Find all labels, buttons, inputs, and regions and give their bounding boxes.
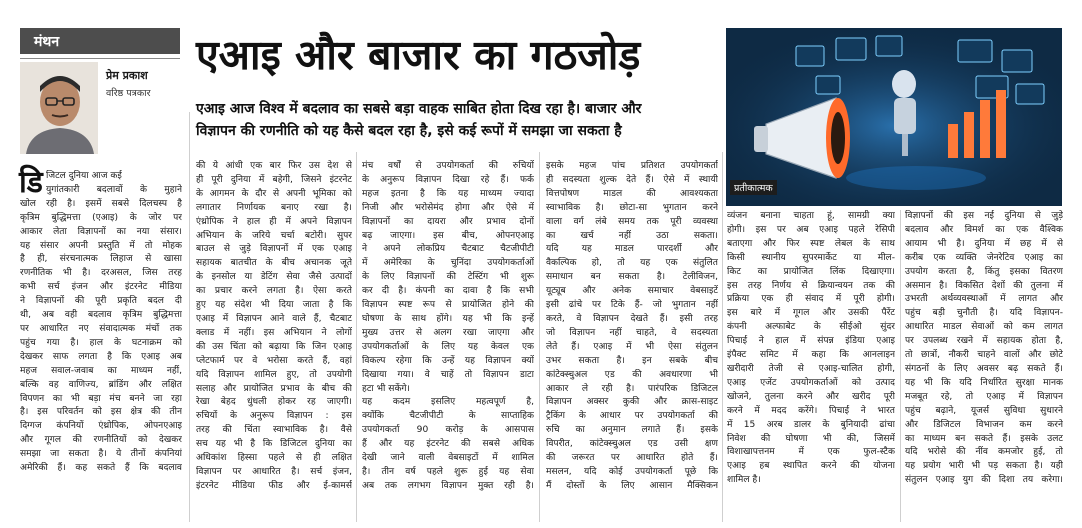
- deck-line-2: विज्ञापन की रणनीति को यह कैसे बदल रहा है, इसे कई रूपों में समझा जा सकता है: [196, 123, 622, 139]
- text-line: होगी। इस पर अब एआइ पहले रेसिपी: [727, 224, 895, 235]
- text-line: और डिजिटल विभाजन कम करने: [905, 419, 1063, 430]
- text-line: क्लाड में नहीं। इस अभियान ने लोगों: [196, 327, 352, 338]
- text-line: एआइ एजेंट उपयोगकर्ताओं को उत्पाद: [727, 377, 895, 388]
- text-line: इस तरह निर्णय से क्रियान्वयन तक की: [727, 280, 895, 291]
- text-line: के आगमन के दौर से अपनी भूमिका को: [196, 188, 352, 199]
- text-line: विज्ञापनों की इस नई दुनिया से जुड़े: [905, 211, 1063, 221]
- text-line: यदि विज्ञापन शामिल हुए, तो उपयोगी: [196, 369, 352, 380]
- text-line: रुचियों के अनुरूप विज्ञापन : इस: [196, 411, 352, 422]
- text-line: समझा जा सकता है। ये तीनों कंपनियां: [20, 449, 182, 460]
- text-line: कृत्रिम बुद्धिमत्ता (एआइ) के जोर पर: [20, 212, 182, 223]
- text-line: किट का प्रायोजित लिंक दिखाएगा।: [727, 266, 895, 277]
- text-line: कभी सर्च इंजन और इंटरनेट मीडिया: [20, 282, 182, 293]
- text-line: उपयोगकर्ता 90 करोड़ के आसपास: [362, 425, 534, 436]
- drop-cap: डि: [19, 165, 43, 200]
- text-line: कांटेक्स्चुअल एड की अवधारणा भी: [546, 369, 718, 380]
- text-line: दिग्गज कंपनियों एंथ्रोपिक, ओपनएआइ: [20, 421, 182, 432]
- text-line: आकार ले रही है। पारंपरिक डिजिटल: [546, 383, 718, 394]
- text-line: प्रक्रिया एक ही संवाद में पूरी होगी।: [727, 294, 895, 305]
- text-line: पर उपलब्ध रखने में सहायक होता है,: [905, 336, 1063, 347]
- text-line: युगांतकारी बदलावों के मुहाने: [46, 184, 182, 195]
- text-line: यह संसार अपनी प्रस्तुति में तो मोहक: [20, 240, 182, 251]
- text-line: कर दी है। कंपनी का दावा है कि सभी: [362, 286, 534, 297]
- text-line: हुए यह संदेश भी दिया जाता है कि: [196, 300, 352, 311]
- text-line: की ये आंधी एक बार फिर उस देश से: [196, 161, 352, 171]
- text-line: हैं और यह इंटरनेट की सबसे अधिक: [362, 439, 534, 450]
- column-rule-5: [900, 210, 901, 522]
- text-line: यदि यह माडल पारदर्शी और: [546, 244, 718, 255]
- text-line: महज सवाल-जवाब का माध्यम नहीं,: [20, 365, 182, 376]
- text-line: में 15 अरब डालर के बुनियादी ढांचा: [727, 419, 895, 430]
- column-2: [196, 160, 352, 494]
- text-line: मंच वर्षों से उपयोगकर्ता की रुचियों: [362, 161, 534, 171]
- text-line: पिचाई ने हाल में संपन्न इंडिया एआइ: [727, 336, 895, 347]
- text-line: बढ़ जाएगा। इस बीच, ओपनएआइ: [362, 230, 534, 241]
- text-line: महज इतना है कि यह माध्यम ज्यादा: [362, 188, 534, 199]
- text-line: पर आधारित नए संवादात्मक मंचों तक: [20, 323, 182, 334]
- text-line: यूट्यूब और अनेक समाचार वेबसाइटें: [546, 286, 718, 297]
- text-line: करते, वे विज्ञापन देखते हैं। इसी तरह: [546, 313, 718, 324]
- text-line: पहुंच बड़ी चुनौती है। यदि विज्ञापन-: [905, 308, 1063, 319]
- text-line: उभर सकता है। इन सबके बीच: [546, 355, 718, 366]
- text-line: उपयोग करता है, किंतु इसका वितरण: [905, 266, 1063, 277]
- text-line: इंपैक्ट समिट में कहा कि आनलाइन: [727, 350, 895, 361]
- text-line: हटा भी सकेंगे।: [362, 383, 410, 394]
- text-line: लेते हैं। एआइ में भी ऐसा संतुलन: [546, 341, 718, 352]
- text-line: ने विज्ञापनों की पूरी प्रकृति बदल दी: [20, 296, 182, 307]
- column-3: [362, 160, 534, 494]
- text-line: के अनुरूप विज्ञापन दिखा रहे हैं। फर्क: [362, 174, 534, 185]
- text-line: देखी जाने वाली वेबसाइटों में शामिल: [362, 453, 534, 464]
- text-line: का प्रचार करने लगता है। ऐसा करते: [196, 286, 352, 297]
- text-line: दिखाया गया। वे चाहें तो विज्ञापन डाटा: [362, 369, 534, 380]
- text-line: यदि भरोसे की नींव कमजोर हुई, तो: [905, 447, 1063, 458]
- text-line: निवेश की घोषणा भी की, जिसमें: [727, 433, 895, 444]
- text-line: मुख्य उत्तर से अलग रखा जाएगा और: [362, 327, 534, 338]
- text-line: रणनीतिक भी है। दरअसल, जिस तरह: [20, 268, 182, 279]
- text-line: थी, अब वही बदलाव कृत्रिम बुद्धिमत्ता: [20, 310, 182, 321]
- text-line: विकल्प रहेगा कि उन्हें यह विज्ञापन क्यों: [362, 355, 534, 366]
- text-line: विज्ञापन अक्सर कुकी और क्रास-साइट: [546, 397, 718, 408]
- text-line: की उस चिंता को बढ़ाया कि जिन एआइ: [196, 341, 352, 352]
- column-6: [905, 210, 1063, 488]
- text-line: एआइ में विज्ञापन आने वाले हैं, चैटबाट: [196, 313, 352, 324]
- deck-line-1: एआइ आज विश्व में बदलाव का सबसे बड़ा वाहक साबित होता दिख रहा है। बाजार और: [196, 101, 642, 117]
- column-rule-4: [722, 152, 723, 522]
- text-line: विज्ञापन स्पष्ट रूप से प्रायोजित होने की: [362, 300, 534, 311]
- text-line: विज्ञापनों का दायरा और प्रभाव दोनों: [362, 216, 534, 227]
- text-line: उभरती अर्थव्यवस्थाओं में लागत और: [905, 294, 1063, 305]
- text-line: कंपनी अल्फाबेट के सीईओ सुंदर: [727, 322, 895, 333]
- text-line: निजी और भरोसेमंद होगा और ऐसे में: [362, 202, 534, 213]
- text-line: घोषणा के साथ होंगे। यह भी कि इन्हें: [362, 313, 534, 324]
- text-line: यह भी कि यदि निर्धारित सुरक्षा मानक: [905, 377, 1063, 388]
- text-line: एआइ हब स्थापित करने की योजना: [727, 461, 895, 472]
- text-line: खोल रही है। इसमें सबसे दिलचस्प है: [20, 198, 182, 209]
- section-band: [20, 28, 180, 54]
- column-5: [727, 210, 895, 488]
- text-line: आयाम भी है। दुनिया में छह में से: [905, 238, 1063, 249]
- text-line: और गूगल की रणनीतियों को देखकर: [20, 435, 182, 446]
- author-photo: [20, 62, 98, 154]
- text-line: अधिकांश हिस्सा पहले से ही लक्षित: [196, 453, 352, 464]
- text-line: विपणन का भी बड़ा मंच बनने जा रहा: [20, 393, 182, 404]
- text-line: एंथ्रोपिक ने हाल ही में अपने विज्ञापन: [196, 216, 352, 227]
- text-line: खोजने, तुलना करने और खरीद पूरी: [727, 391, 895, 402]
- text-line: है। इस परिवर्तन को इस क्षेत्र की तीन: [20, 407, 182, 418]
- text-line: बाउल से जुड़े विज्ञापनों में एक एआइ: [196, 244, 352, 255]
- text-line: जिटल दुनिया आज कई: [46, 171, 122, 181]
- text-line: बदलाव और विमर्श का एक वैश्विक: [905, 224, 1063, 235]
- text-line: बल्कि वह वाणिज्य, ब्रांडिंग और लक्षित: [20, 379, 182, 390]
- text-line: विपरीत, कांटेक्स्चुअल एड उसी क्षण: [546, 439, 718, 450]
- text-line: शामिल है।: [727, 475, 761, 486]
- text-line: इसके महज पांच प्रतिशत उपयोगकर्ता: [546, 161, 718, 171]
- text-line: तो छात्रों, नौकरी चाहने वालों और छोटे: [905, 350, 1063, 361]
- text-line: स्वाभाविक है। छोटा-सा भुगतान करने: [546, 202, 718, 213]
- text-line: लगातार निर्णायक बनाए रखा है।: [196, 202, 352, 213]
- section-underline: [20, 58, 180, 59]
- text-line: विशाखापत्तनम में एक फुल-स्टैक: [727, 447, 895, 458]
- text-line: मसलन, यदि कोई उपयोगकर्ता पूछे कि: [546, 466, 718, 477]
- text-line: इसी ढांचे पर टिके हैं- जो भुगतान नहीं: [546, 300, 718, 311]
- text-line: प्लेटफार्म पर वे भरोसा करते हैं, वहां: [196, 355, 352, 366]
- author-role: वरिष्ठ पत्रकार: [106, 88, 151, 99]
- text-line: है। तीन वर्ष पहले शुरू हुई यह सेवा: [362, 466, 534, 477]
- text-line: है ही, संरचनात्मक लिहाज से खासा: [20, 254, 182, 265]
- column-rule-1: [189, 112, 190, 522]
- text-line: वाला वर्ग लंबे समय तक पूरी व्यवस्था: [546, 216, 718, 227]
- text-line: पहुंच गया है। हाल के घटनाक्रम को: [20, 337, 182, 348]
- text-line: उपयोगकर्ताओं के लिए यह केवल एक: [362, 341, 534, 352]
- column-rule-3: [539, 152, 540, 522]
- text-line: क्योंकि चैटजीपीटी के साप्ताहिक: [362, 411, 534, 422]
- text-line: असमान है। विकसित देशों की तुलना में: [905, 280, 1063, 291]
- text-line: यह प्रयोग भारी भी पड़ सकता है। यही: [905, 461, 1063, 472]
- text-line: मजबूत रहे, तो एआइ में विज्ञापन: [905, 391, 1063, 402]
- deck: [196, 98, 706, 142]
- section-label: मंथन: [34, 34, 60, 50]
- text-line: समाधान बन सकता है। टेलीविजन,: [546, 272, 718, 283]
- text-line: करने में मदद करेंगे। पिचाई ने भारत: [727, 405, 895, 416]
- text-line: जो विज्ञापन नहीं चाहते, वे सदस्यता: [546, 327, 718, 338]
- column-1: [19, 165, 182, 476]
- text-line: वित्तपोषण माडल की आवश्यकता: [546, 188, 718, 199]
- text-line: संगठनों के लिए अवसर बढ़ सकते हैं।: [905, 363, 1063, 374]
- text-line: तरह की चिंता स्वाभाविक है। वैसे: [196, 425, 352, 436]
- text-line: अमेरिकी हैं। कह सकते हैं कि बदलाव: [20, 463, 182, 474]
- text-line: विज्ञापन पर आधारित है। सर्च इंजन,: [196, 466, 352, 477]
- text-line: पहुंच बढ़ाने, यूजर्स सुविधा सुधारने: [905, 405, 1063, 416]
- text-line: मैं दोस्तों के लिए आसान मैक्सिकन: [546, 480, 718, 491]
- text-line: ही पूरी दुनिया में बहेगी, जिसने इंटरनेट: [196, 174, 352, 185]
- text-line: इंटरनेट मीडिया फीड और ई-कामर्स: [196, 480, 352, 491]
- text-line: के लिए विज्ञापनों की टेस्टिंग भी शुरू: [362, 272, 534, 283]
- text-line: रुचि का अनुमान लगाते हैं। इसके: [546, 425, 718, 436]
- text-line: वैकल्पिक हो, तो यह एक संतुलित: [546, 258, 718, 269]
- hero-image: [726, 28, 1062, 206]
- author-name: प्रेम प्रकाश: [106, 69, 148, 82]
- text-line: का माध्यम बन सकते हैं। इसके उलट: [905, 433, 1063, 444]
- text-line: ने अपने लोकप्रिय चैटबाट चैटजीपीटी: [362, 244, 534, 255]
- text-line: रेखा बेहद धुंधली होकर रह जाएगी।: [196, 397, 352, 408]
- text-line: अब तक लगभग विज्ञापन मुक्त रही है।: [362, 480, 534, 491]
- text-line: ही सदस्यता शुल्क देते हैं। ऐसे में स्थायी: [546, 174, 718, 185]
- text-line: व्यंजन बनाना चाहता हूं, सामग्री क्या: [727, 211, 895, 221]
- column-rule-2: [356, 152, 357, 522]
- text-line: इस बारे में गूगल और उसकी पैरेंट: [727, 308, 895, 319]
- text-line: में अमेरिका के चुनिंदा उपयोगकर्ताओं: [362, 258, 534, 269]
- text-line: ट्रैकिंग के आधार पर उपयोगकर्ता की: [546, 411, 718, 422]
- text-line: अभियान के जरिये चर्चा बटोरी। सुपर: [196, 230, 352, 241]
- text-line: सच यह भी है कि डिजिटल दुनिया का: [196, 439, 352, 450]
- text-line: बताएगा और फिर स्पष्ट लेबल के साथ: [727, 238, 895, 249]
- text-line: यह कदम इसलिए महत्वपूर्ण है,: [362, 397, 534, 408]
- text-line: संतुलन एआइ युग की दिशा तय करेगा।: [905, 475, 1063, 486]
- text-line: के इनसोल या डेटिंग सेवा जैसे उत्पादों: [196, 272, 352, 283]
- column-4: [546, 160, 718, 494]
- text-line: आधारित माडल सेवाओं को कम लागत: [905, 322, 1063, 333]
- text-line: का खर्च नहीं उठा सकता।: [546, 230, 718, 241]
- headline: एआइ और बाजार का गठजोड़: [196, 31, 641, 79]
- text-line: आकार लेता विज्ञापनों का नया संसार।: [20, 226, 182, 237]
- text-line: सहायक बातचीत के बीच अचानक जूते: [196, 258, 352, 269]
- text-line: खरीदारी तेजी से एआइ-चालित होगी,: [727, 363, 895, 374]
- image-caption: प्रतीकात्मक: [730, 180, 777, 195]
- text-line: की जरूरत पर आधारित होते हैं।: [546, 453, 718, 464]
- text-line: देखकर साफ लगता है कि एआइ अब: [20, 351, 182, 362]
- text-line: किसी स्थानीय सुपरमार्केट या मील-: [727, 252, 895, 263]
- text-line: करीब एक व्यक्ति जेनरेटिव एआइ का: [905, 252, 1063, 263]
- text-line: सलाह और प्रायोजित प्रभाव के बीच की: [196, 383, 352, 394]
